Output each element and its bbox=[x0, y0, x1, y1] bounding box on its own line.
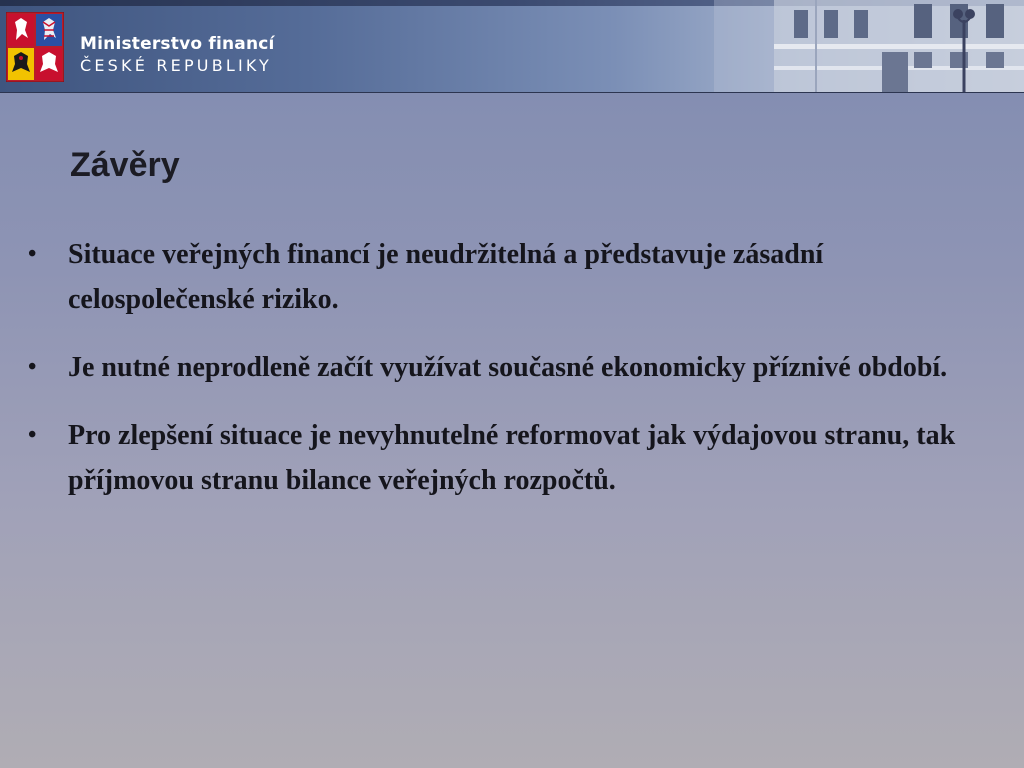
bullet-text: Situace veřejných financí je neudržitelná a představuje zásadní celospolečenské riziko. bbox=[68, 239, 824, 315]
bullet-item bbox=[26, 413, 966, 503]
bullet-item bbox=[26, 232, 966, 322]
bullet-list bbox=[26, 232, 966, 526]
ministry-country: ČESKÉ REPUBLIKY bbox=[80, 56, 273, 75]
header-banner bbox=[0, 0, 1024, 93]
czech-coat-of-arms-icon bbox=[6, 12, 64, 82]
ministry-name: Ministerstvo financí bbox=[80, 34, 275, 54]
bullet-text: Je nutné neprodleně začít využívat současné ekonomicky příznivé období. bbox=[68, 352, 948, 383]
building-facade-image bbox=[714, 0, 1024, 92]
bullet-dot-icon: • bbox=[28, 241, 37, 267]
bullet-text: Pro zlepšení situace je nevyhnutelné reformovat jak výdajovou stranu, tak příjmovou stranu bilance veřejných rozpočtů. bbox=[68, 420, 956, 496]
bullet-item bbox=[26, 345, 966, 390]
bullet-dot-icon: • bbox=[28, 354, 37, 380]
bullet-dot-icon: • bbox=[28, 422, 37, 448]
slide-title: Závěry bbox=[70, 146, 180, 184]
